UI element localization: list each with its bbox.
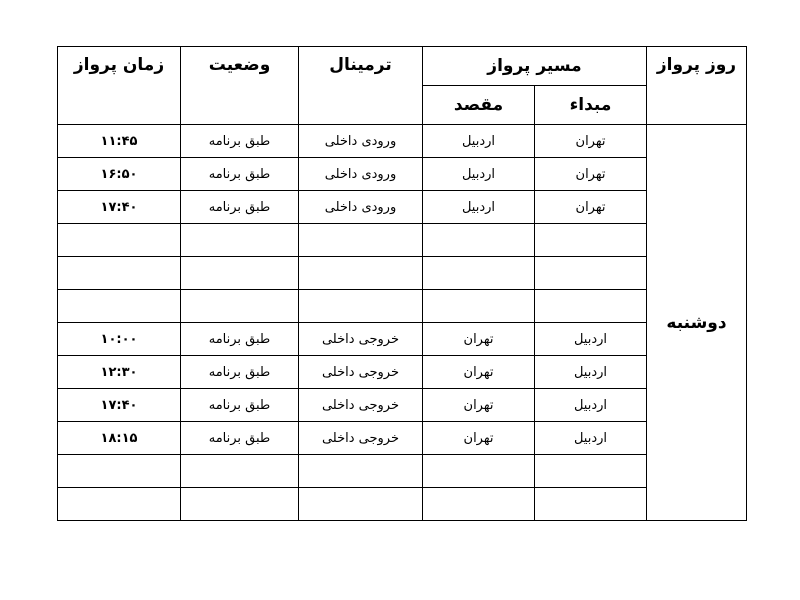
terminal-cell: ورودی داخلی — [299, 158, 423, 191]
time-cell: ۱۶:۵۰ — [58, 158, 181, 191]
table-row — [58, 422, 747, 455]
status-cell: طبق برنامه — [181, 389, 299, 422]
destination-cell: اردبیل — [423, 125, 535, 158]
empty-row — [58, 488, 747, 521]
terminal-cell: ورودی داخلی — [299, 125, 423, 158]
flight-day-cell: دوشنبه — [647, 125, 747, 521]
destination-cell: تهران — [423, 422, 535, 455]
header-terminal: ترمینال — [299, 47, 423, 125]
terminal-cell: خروجی داخلی — [299, 356, 423, 389]
time-cell: ۱۷:۴۰ — [58, 191, 181, 224]
origin-cell: تهران — [535, 125, 647, 158]
status-cell: طبق برنامه — [181, 422, 299, 455]
destination-cell: تهران — [423, 356, 535, 389]
empty-row — [58, 224, 747, 257]
header-route: مسیر پرواز — [423, 47, 647, 86]
destination-cell: اردبیل — [423, 158, 535, 191]
origin-cell: تهران — [535, 158, 647, 191]
status-cell: طبق برنامه — [181, 323, 299, 356]
table-row — [58, 356, 747, 389]
header-destination: مقصد — [423, 86, 535, 125]
table-row — [58, 158, 747, 191]
table-row — [58, 125, 747, 158]
table-row — [58, 389, 747, 422]
destination-cell: تهران — [423, 323, 535, 356]
header-time: زمان پرواز — [58, 47, 181, 125]
terminal-cell: خروجی داخلی — [299, 389, 423, 422]
time-cell: ۱۱:۴۵ — [58, 125, 181, 158]
status-cell: طبق برنامه — [181, 125, 299, 158]
header-origin: مبداء — [535, 86, 647, 125]
destination-cell: اردبیل — [423, 191, 535, 224]
empty-row — [58, 290, 747, 323]
terminal-cell: خروجی داخلی — [299, 422, 423, 455]
destination-cell: تهران — [423, 389, 535, 422]
header-day: روز پرواز — [647, 47, 747, 125]
table-row — [58, 191, 747, 224]
header-status: وضعیت — [181, 47, 299, 125]
time-cell: ۱۷:۴۰ — [58, 389, 181, 422]
status-cell: طبق برنامه — [181, 191, 299, 224]
time-cell: ۱۸:۱۵ — [58, 422, 181, 455]
table-row — [58, 323, 747, 356]
status-cell: طبق برنامه — [181, 356, 299, 389]
origin-cell: اردبیل — [535, 356, 647, 389]
origin-cell: اردبیل — [535, 389, 647, 422]
origin-cell: تهران — [535, 191, 647, 224]
origin-cell: اردبیل — [535, 323, 647, 356]
terminal-cell: ورودی داخلی — [299, 191, 423, 224]
status-cell: طبق برنامه — [181, 158, 299, 191]
origin-cell: اردبیل — [535, 422, 647, 455]
empty-row — [58, 257, 747, 290]
time-cell: ۱۰:۰۰ — [58, 323, 181, 356]
empty-row — [58, 455, 747, 488]
terminal-cell: خروجی داخلی — [299, 323, 423, 356]
time-cell: ۱۲:۳۰ — [58, 356, 181, 389]
flight-schedule-table — [57, 46, 747, 521]
